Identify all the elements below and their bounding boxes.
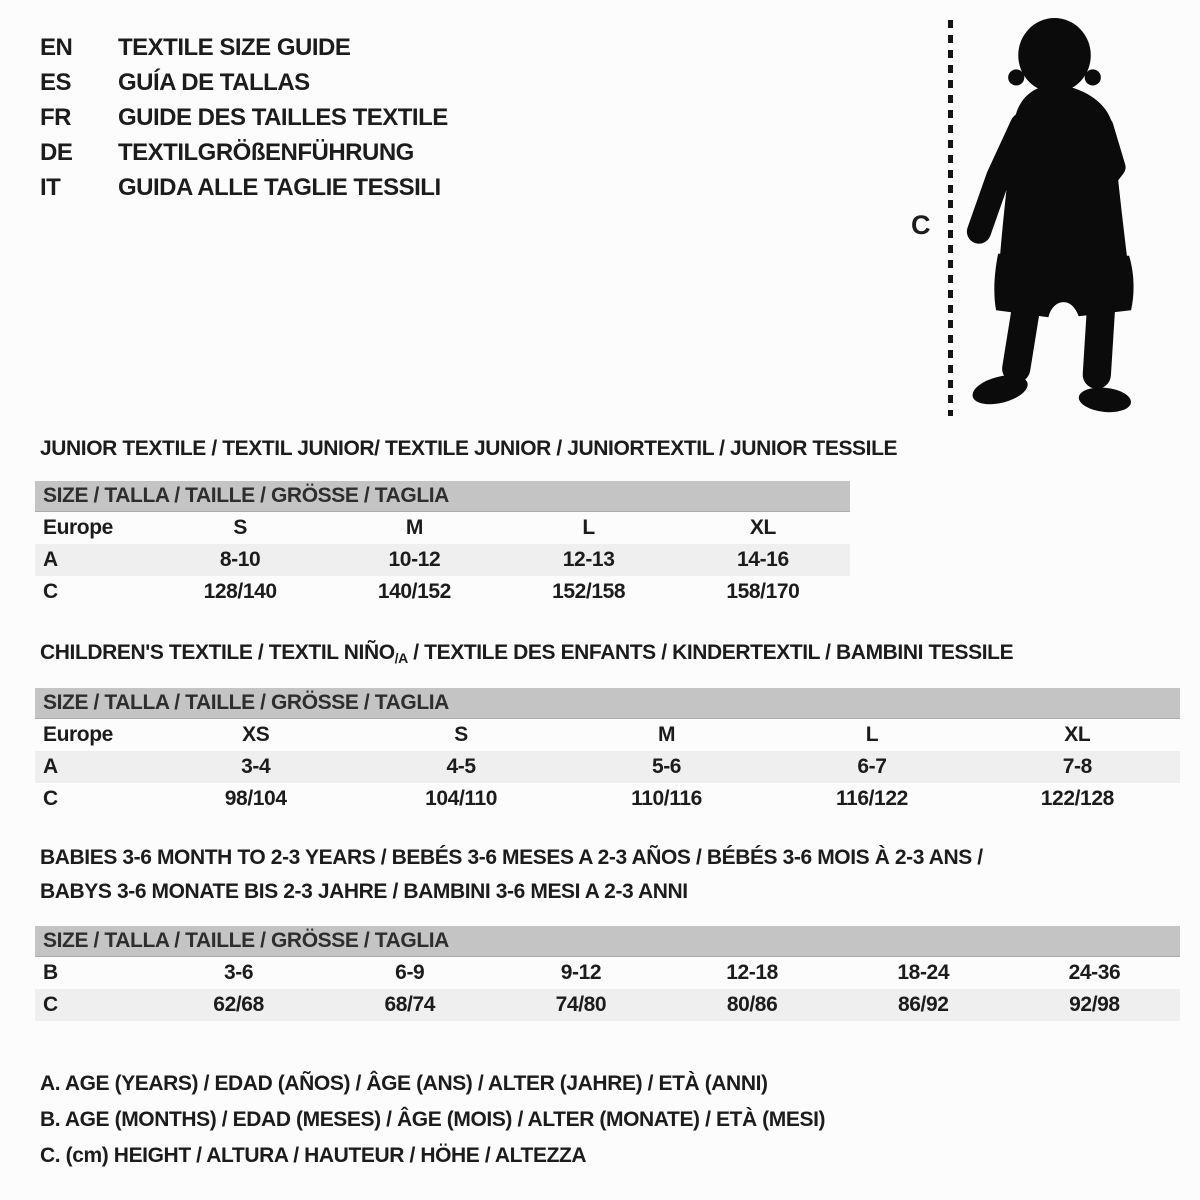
lang-title: GUIDA ALLE TAGLIE TESSILI <box>118 173 441 201</box>
children-table-rows <box>35 719 1180 815</box>
age-cell: 5-6 <box>651 755 682 778</box>
age-cell: 3-4 <box>241 755 271 778</box>
lang-title: GUIDE DES TAILLES TEXTILE <box>118 103 448 131</box>
children-title-suffix: / TEXTILE DES ENFANTS / KINDERTEXTIL / BAMBINI TESSILE <box>407 641 1014 664</box>
lang-title: TEXTILGRÖßENFÜHRUNG <box>118 138 414 166</box>
age-cell: 8-10 <box>219 548 261 571</box>
lang-code: ES <box>40 68 72 96</box>
lang-row-en <box>40 30 448 65</box>
lang-code: FR <box>40 103 71 131</box>
lang-row-it <box>40 170 448 205</box>
size-cell: L <box>865 723 879 746</box>
size-cell: S <box>233 516 247 539</box>
age-cell: 4-5 <box>446 755 476 778</box>
height-cell: 92/98 <box>1069 993 1120 1016</box>
lang-code: IT <box>40 173 61 201</box>
row-label: Europe <box>43 723 113 746</box>
babies-table-rows <box>35 957 1180 1021</box>
size-cell: M <box>657 723 676 746</box>
junior-size-table <box>35 481 850 608</box>
row-label: A <box>43 755 58 778</box>
junior-section-title: JUNIOR TEXTILE / TEXTIL JUNIOR/ TEXTILE JUNIOR / JUNIORTEXTIL / JUNIOR TESSILE <box>40 437 898 460</box>
row-label: B <box>43 961 58 984</box>
height-measure-label: C <box>911 210 931 240</box>
lang-title: GUÍA DE TALLAS <box>118 68 310 96</box>
height-cell: 68/74 <box>384 993 436 1016</box>
babies-size-table <box>35 926 1180 1021</box>
height-cell: 86/92 <box>897 993 949 1016</box>
table-row-height <box>35 989 1180 1021</box>
children-size-table <box>35 688 1180 815</box>
months-cell: 18-24 <box>897 961 950 984</box>
lang-row-fr <box>40 100 448 135</box>
height-cell: 80/86 <box>726 993 778 1016</box>
row-label: C <box>43 993 58 1016</box>
age-cell: 6-7 <box>857 755 887 778</box>
legend-line-c: C. (cm) HEIGHT / ALTURA / HAUTEUR / HÖHE / ALTEZZA <box>40 1144 587 1167</box>
table-row-height <box>35 783 1180 815</box>
toddler-silhouette-image <box>965 14 1140 419</box>
size-cell: M <box>405 516 423 539</box>
height-cell: 158/170 <box>726 580 800 603</box>
row-label: C <box>43 580 58 603</box>
lang-row-es <box>40 65 448 100</box>
height-cell: 62/68 <box>213 993 264 1016</box>
babies-size-header-bar: SIZE / TALLA / TAILLE / GRÖSSE / TAGLIA <box>35 926 1180 957</box>
height-cell: 104/110 <box>425 787 498 810</box>
lang-title: TEXTILE SIZE GUIDE <box>118 33 351 61</box>
height-cell: 122/128 <box>1040 787 1114 810</box>
table-row-europe <box>35 719 1180 751</box>
children-title-sub: /A <box>394 650 408 666</box>
row-label: A <box>43 548 58 571</box>
measurement-legend <box>40 1066 825 1174</box>
lang-code: DE <box>40 138 73 166</box>
height-cell: 116/122 <box>835 787 908 810</box>
junior-size-header-bar: SIZE / TALLA / TAILLE / GRÖSSE / TAGLIA <box>35 481 850 512</box>
months-cell: 3-6 <box>224 961 254 984</box>
row-label: C <box>43 787 58 810</box>
height-cell: 110/116 <box>631 787 702 810</box>
table-row-europe <box>35 512 850 544</box>
lang-code: EN <box>40 33 73 61</box>
height-cell: 74/80 <box>555 993 607 1016</box>
age-cell: 7-8 <box>1062 755 1092 778</box>
size-cell: S <box>454 723 468 746</box>
height-cell: 152/158 <box>552 580 626 603</box>
age-cell: 14-16 <box>737 548 789 571</box>
height-cell: 128/140 <box>203 580 277 603</box>
children-section-title <box>40 641 1013 666</box>
months-cell: 24-36 <box>1068 961 1121 984</box>
junior-table-rows <box>35 512 850 608</box>
age-cell: 10-12 <box>388 548 441 571</box>
row-label: Europe <box>43 516 113 539</box>
age-cell: 12-13 <box>562 548 615 571</box>
children-size-header-bar: SIZE / TALLA / TAILLE / GRÖSSE / TAGLIA <box>35 688 1180 719</box>
height-cell: 98/104 <box>224 787 287 810</box>
height-cell: 140/152 <box>377 580 451 603</box>
legend-line-a: A. AGE (YEARS) / EDAD (AÑOS) / ÂGE (ANS) / ALTER (JAHRE) / ETÀ (ANNI) <box>40 1072 768 1095</box>
months-cell: 12-18 <box>726 961 778 984</box>
months-cell: 6-9 <box>395 961 425 984</box>
children-title-prefix: CHILDREN'S TEXTILE / TEXTIL NIÑO <box>40 641 395 664</box>
size-cell: XL <box>749 516 776 539</box>
table-row-months <box>35 957 1180 989</box>
table-row-age <box>35 544 850 576</box>
size-cell: L <box>582 516 595 539</box>
lang-row-de <box>40 135 448 170</box>
size-cell: XL <box>1064 723 1091 746</box>
height-measure-dashed-line <box>948 20 953 416</box>
table-row-height <box>35 576 850 608</box>
language-header <box>40 30 448 205</box>
babies-section-title-line2: BABYS 3-6 MONATE BIS 2-3 JAHRE / BAMBINI 3-6 MESI A 2-3 ANNI <box>40 880 688 903</box>
table-row-age <box>35 751 1180 783</box>
babies-section-title-line1: BABIES 3-6 MONTH TO 2-3 YEARS / BEBÉS 3-6 MESES A 2-3 AÑOS / BÉBÉS 3-6 MOIS À 2-3 ANS / <box>40 846 983 869</box>
legend-line-b: B. AGE (MONTHS) / EDAD (MESES) / ÂGE (MOIS) / ALTER (MONATE) / ETÀ (MESI) <box>40 1108 826 1131</box>
months-cell: 9-12 <box>560 961 602 984</box>
size-cell: XS <box>242 723 270 746</box>
